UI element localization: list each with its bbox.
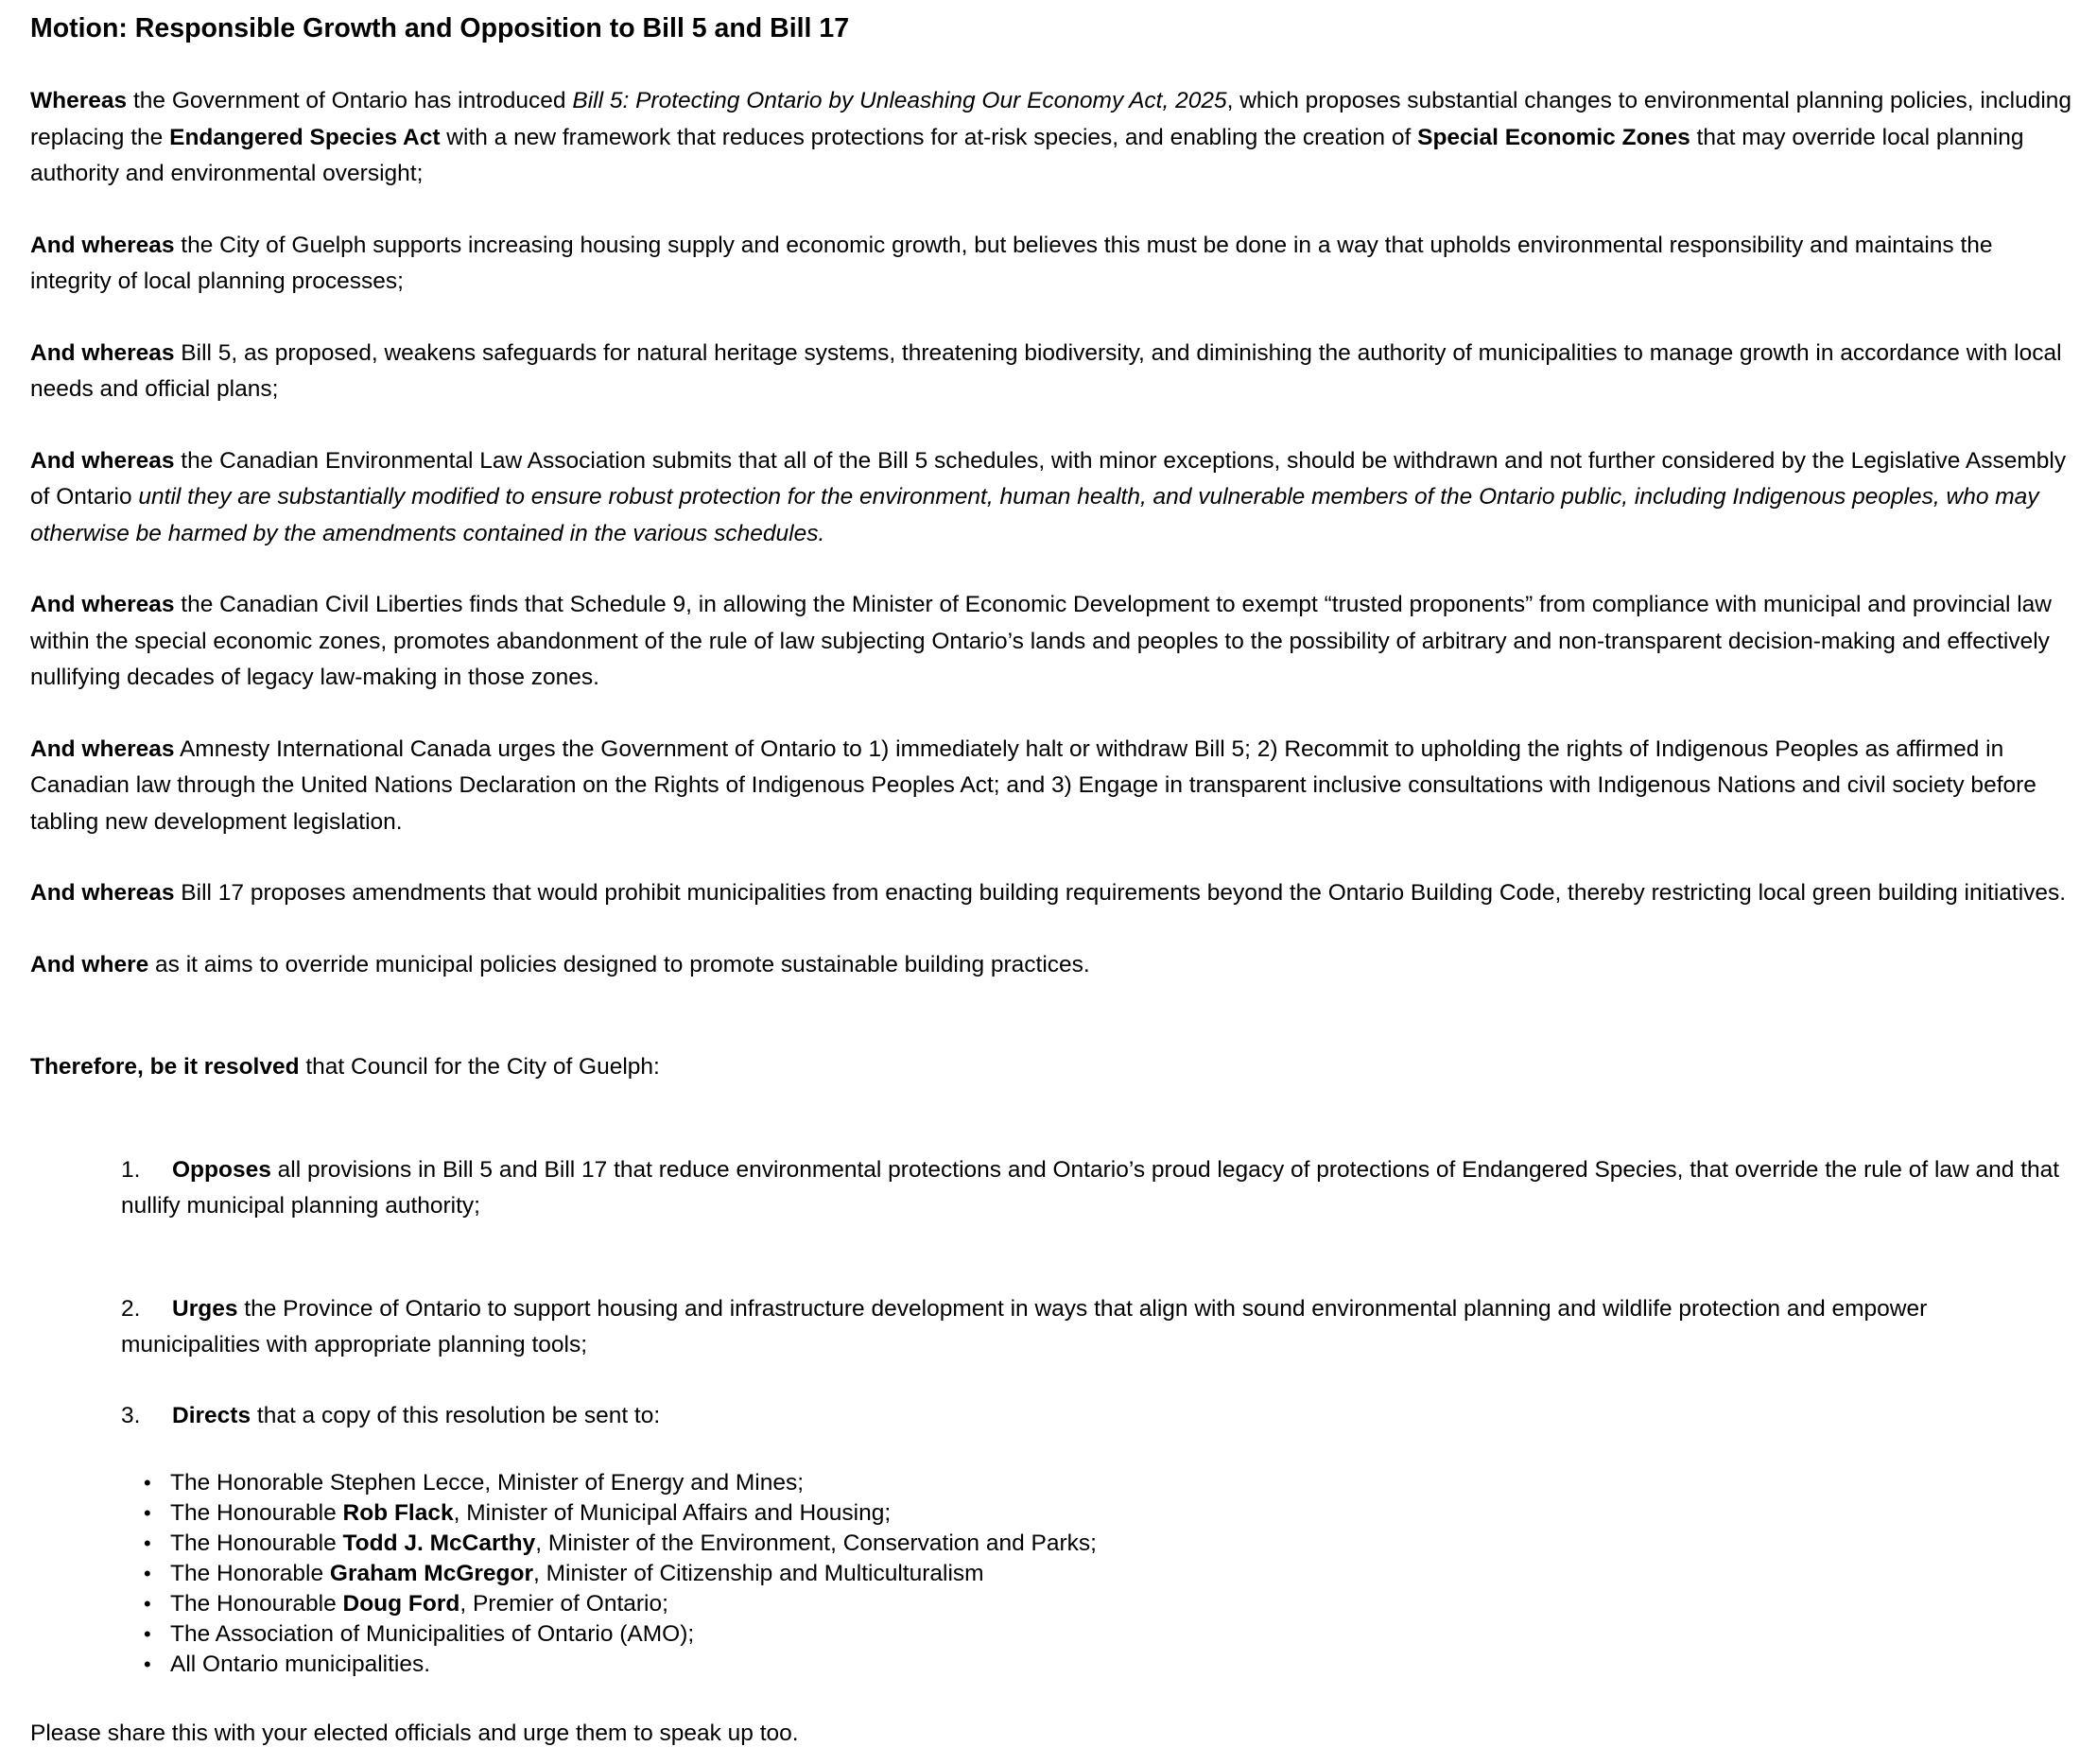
endangered-species-act: Endangered Species Act: [169, 124, 441, 150]
whereas-paragraph-2: [30, 228, 2072, 301]
whereas-paragraph-8: [30, 947, 2072, 984]
whereas-paragraph-5: [30, 587, 2072, 697]
recipient-name: Todd J. McCarthy: [342, 1531, 536, 1556]
recipient-text: The Association of Municipalities of Ontario (AMO);: [170, 1621, 695, 1647]
recipient-item: [170, 1468, 2072, 1498]
item-number: 2.: [121, 1295, 141, 1322]
special-economic-zones: Special Economic Zones: [1417, 124, 1690, 150]
recipient-name: Graham McGregor: [329, 1561, 534, 1586]
whereas-text: the Canadian Environmental Law Association submits that all of the Bill 5 schedules, with minor exceptions, should be withdrawn and not further considered by the Legislative Assembly of Ontario: [30, 447, 2067, 510]
whereas-text: Bill 17 proposes amendments that would prohibit municipalities from enacting building requirements beyond the Ontario Building Code, thereby restricting local green building initiatives.: [174, 880, 2067, 906]
recipient-name: Doug Ford: [342, 1591, 460, 1617]
recipient-name: Rob Flack: [342, 1500, 454, 1526]
cela-quote: until they are substantially modified to ensure robust protection for the environment, human health, and vulnerable members of the Ontario public, including Indigenous peoples, who may otherwise be harmed by the amendments contained in the various schedules.: [30, 484, 2039, 546]
recipient-text: The Honorable Stephen Lecce, Minister of Energy and Mines;: [170, 1470, 805, 1496]
whereas-text: as it aims to override municipal policies designed to promote sustainable building practices.: [148, 951, 1090, 977]
closing-note: Please share this with your elected officials and urge them to speak up too.: [30, 1721, 799, 1746]
whereas-lead: And whereas: [30, 735, 175, 762]
whereas-lead: And where: [30, 951, 149, 977]
resolution-list: [30, 1152, 2072, 1435]
recipient-item: [170, 1529, 2072, 1559]
whereas-paragraph-7: [30, 875, 2072, 912]
whereas-lead: And whereas: [30, 592, 175, 617]
recipients-list: [30, 1468, 2072, 1680]
whereas-text: the Government of Ontario has introduced: [127, 88, 573, 113]
resolution-heading: [30, 1049, 2072, 1086]
whereas-text: Bill 5, as proposed, weakens safeguards for natural heritage systems, threatening biodiversity, and diminishing the authority of municipalities to manage growth in accordance with local needs and official plans;: [30, 339, 2062, 402]
recipient-item: [170, 1498, 2072, 1529]
recipient-item: [170, 1619, 2072, 1650]
resolution-item-2: [121, 1291, 2072, 1364]
recipient-text: , Minister of Citizenship and Multiculturalism: [533, 1561, 984, 1586]
whereas-lead: And whereas: [30, 447, 175, 474]
resolution-item-3: [121, 1398, 2072, 1435]
whereas-paragraph-1: [30, 83, 2072, 193]
whereas-lead: And whereas: [30, 232, 175, 258]
whereas-lead: Whereas: [30, 88, 128, 113]
whereas-paragraph-4: [30, 443, 2072, 553]
item-number: 1.: [121, 1156, 141, 1183]
motion-document: [30, 9, 2072, 1753]
whereas-lead: And whereas: [30, 880, 175, 906]
recipient-text: The Honorable: [170, 1561, 330, 1586]
recipient-text: The Honourable: [170, 1591, 343, 1617]
whereas-lead: And whereas: [30, 339, 175, 366]
bill-5-title: Bill 5: Protecting Ontario by Unleashing Our Economy Act, 2025: [572, 88, 1227, 113]
item-lead: Urges: [172, 1295, 238, 1322]
recipient-text: , Minister of the Environment, Conservation and Parks;: [535, 1531, 1097, 1556]
item-text: that a copy of this resolution be sent to:: [251, 1402, 661, 1428]
document-title: Motion: Responsible Growth and Opposition to Bill 5 and Bill 17: [30, 13, 850, 43]
item-lead: Directs: [172, 1402, 251, 1428]
whereas-text: that may override local planning authority and environmental oversight;: [30, 124, 2024, 186]
item-lead: Opposes: [172, 1156, 271, 1183]
whereas-text: the City of Guelph supports increasing housing supply and economic growth, but believes this must be done in a way that upholds environmental responsibility and maintains the integrity of local planning processes;: [30, 232, 1993, 294]
resolution-lead: Therefore, be it resolved: [30, 1054, 300, 1080]
recipient-item: [170, 1589, 2072, 1619]
recipient-text: The Honourable: [170, 1531, 343, 1556]
whereas-paragraph-6: [30, 732, 2072, 841]
recipient-text: , Minister of Municipal Affairs and Housing;: [453, 1500, 892, 1526]
recipient-text: , Premier of Ontario;: [459, 1591, 668, 1617]
whereas-text: the Canadian Civil Liberties finds that Schedule 9, in allowing the Minister of Economic Development to exempt “trusted proponents” from compliance with municipal and provincial law within the special economic zones, promotes abandonment of the rule of law subjecting Ontario’s lands and peoples to the possibility of arbitrary and non-transparent decision-making and effectively nullifying decades of legacy law-making in those zones.: [30, 592, 2052, 690]
recipient-item: [170, 1559, 2072, 1589]
recipient-item: [170, 1650, 2072, 1680]
whereas-text: Amnesty International Canada urges the Government of Ontario to 1) immediately halt or withdraw Bill 5; 2) Recommit to upholding the rights of Indigenous Peoples as affirmed in Canadian law through the United Nations Declaration on the Rights of Indigenous Peoples Act; and 3) Engage in transparent inclusive consultations with Indigenous Nations and civil society before tabling new development legislation.: [30, 735, 2036, 835]
resolution-item-1: [121, 1152, 2072, 1225]
whereas-paragraph-3: [30, 336, 2072, 408]
resolution-text: that Council for the City of Guelph:: [299, 1054, 660, 1080]
whereas-text: with a new framework that reduces protections for at-risk species, and enabling the creation of: [440, 124, 1418, 150]
recipient-text: The Honourable: [170, 1500, 343, 1526]
recipient-text: All Ontario municipalities.: [170, 1652, 431, 1677]
item-text: the Province of Ontario to support housing and infrastructure development in ways that align with sound environmental planning and wildlife protection and empower municipalities with appropriate planning tools;: [121, 1295, 1928, 1358]
whereas-text: , which proposes substantial changes to environmental planning policies, including replacing the: [30, 88, 2072, 150]
item-number: 3.: [121, 1402, 141, 1428]
item-text: all provisions in Bill 5 and Bill 17 that reduce environmental protections and Ontario’s proud legacy of protections of Endangered Species, that override the rule of law and that nullify municipal planning authority;: [121, 1156, 2060, 1219]
